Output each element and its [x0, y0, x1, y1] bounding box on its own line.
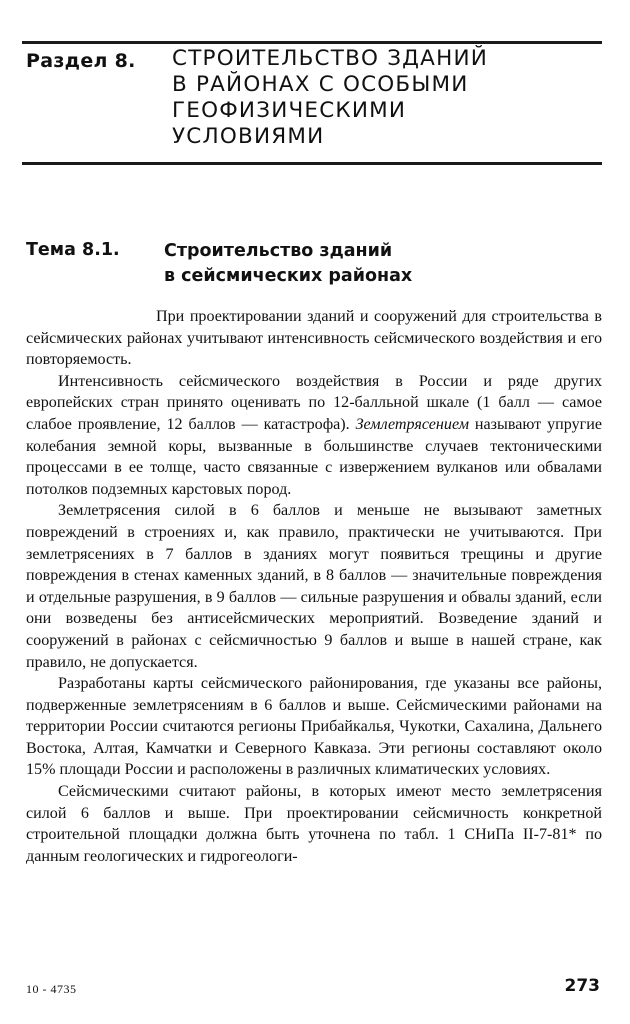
body-text: [26, 306, 602, 867]
term-earthquake: Землетрясением: [355, 415, 469, 433]
paragraph-2-text: Интенсивность сейсмического воздействия в России и ряде других европейских стран принято оценивать по 12-балльной шкале (1 балл — самое слабое проявление, 12 баллов — катастрофа).: [26, 372, 602, 433]
printer-signature: 10 - 4735: [26, 982, 77, 996]
page-number: 273: [564, 976, 600, 996]
topic-title: [164, 239, 412, 289]
topic-label: Тема 8.1.: [26, 240, 120, 260]
section-title: [172, 46, 602, 150]
topic-title-line: в сейсмических районах: [164, 266, 413, 286]
paragraph-2: [26, 371, 602, 501]
section-title-line: В РАЙОНАХ С ОСОБЫМИ: [172, 72, 469, 97]
paragraph-1: При проектировании зданий и сооружений для строительства в сейсмических районах учитывают интенсивность сейсмического воздействия и его повторяемость.: [26, 308, 602, 369]
section-label: Раздел 8.: [26, 50, 136, 72]
paragraph-3: Землетрясения силой в 6 баллов и меньше не вызывают заметных повреждений в строениях и, как правило, практически не учитываются. При землетрясениях в 7 баллов в зданиях могут появиться трещины и другие повреждения в стенах каменных зданий, в 8 баллов — значительные повреждения и отдельные разрушения, в 9 баллов — сильные разрушения и обвалы зданий, если они возведены без антисейсмических мероприятий. Возведение зданий и сооружений в районах с сейсмичностью 9 баллов и выше в нашей стране, как правило, не допускается.: [26, 502, 602, 671]
section-top-rule: [22, 41, 602, 44]
paragraph-2-rest: называют упругие колебания земной коры, вызванные в большинстве случаев тектоническими процессами в ее толще, часто связанные с извержением вулканов или обвалами потолков подземных карстовых пород.: [26, 415, 603, 498]
topic-title-line: Строительство зданий: [164, 241, 393, 261]
section-bottom-rule: [22, 162, 602, 165]
section-title-line: СТРОИТЕЛЬСТВО ЗДАНИЙ: [172, 46, 489, 71]
paragraph-4: Разработаны карты сейсмического районирования, где указаны все районы, подверженные землетрясениям в 6 баллов и выше. Сейсмическими районами на территории России считаются регионы Прибайкалья, Чукотки, Сахалина, Дальнего Востока, Алтая, Камчатки и Северного Кавказа. Эти регионы составляют около 15% площади России и расположены в различных климатических условиях.: [26, 675, 602, 779]
paragraph-5: Сейсмическими считают районы, в которых имеют место землетрясения силой 6 баллов и выше. При проектировании сейсмичность конкретной строительной площадки должна быть уточнена по табл. 1 СНиПа II-7-81* по данным геологических и гидрогеологи-: [26, 783, 602, 865]
section-title-line: УСЛОВИЯМИ: [172, 124, 325, 149]
section-title-line: ГЕОФИЗИЧЕСКИМИ: [172, 98, 407, 123]
